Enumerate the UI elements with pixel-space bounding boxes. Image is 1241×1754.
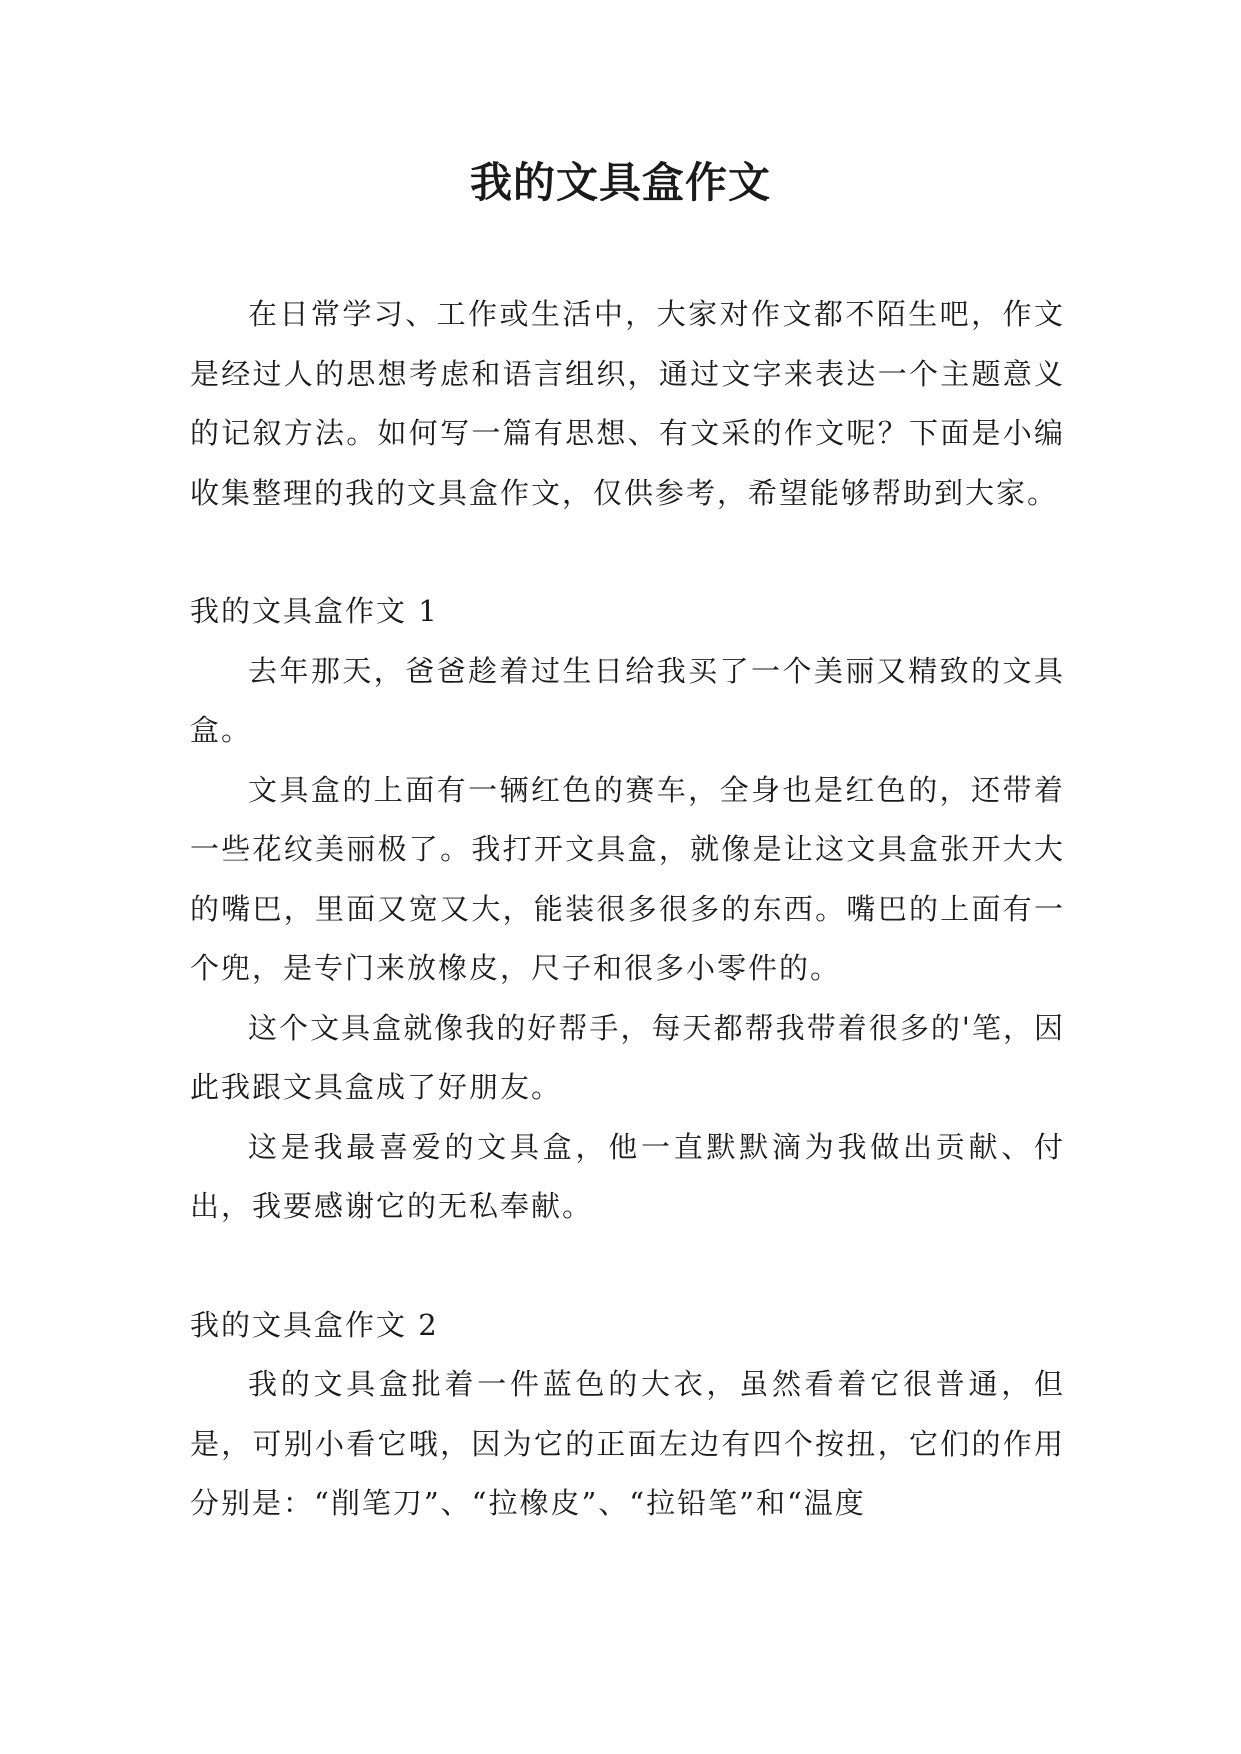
section-heading-1: 我的文具盒作文 1 [190,594,439,628]
section-1-paragraph-2: 文具盒的上面有一辆红色的赛车，全身也是红色的，还带着一些花纹美丽极了。我打开文具盒，就像是让这文具盒张开大大的嘴巴，里面又宽又大，能装很多很多的东西。嘴巴的上面有一个兜，是专门来放橡皮，尺子和很多小零件的。 [190,772,1065,985]
intro-paragraph: 在日常学习、工作或生活中，大家对作文都不陌生吧，作文是经过人的思想考虑和语言组织，通过文字来表达一个主题意义的记叙方法。如何写一篇有思想、有文采的作文呢？下面是小编收集整理的我的文具盒作文，仅供参考，希望能够帮助到大家。 [190,297,1065,510]
section-2-paragraph-1: 我的文具盒批着一件蓝色的大衣，虽然看着它很普通，但是，可别小看它哦，因为它的正面左边有四个按扭，它们的作用分别是：“削笔刀”、“拉橡皮”、“拉铅笔”和“温度 [190,1367,1065,1520]
section-1-paragraph-1: 去年那天，爸爸趁着过生日给我买了一个美丽又精致的文具盒。 [190,653,1065,747]
section-heading-2: 我的文具盒作文 2 [190,1307,439,1342]
document-title: 我的文具盒作文 [469,158,771,207]
section-1-paragraph-3: 这个文具盒就像我的好帮手，每天都帮我带着很多的'笔，因此我跟文具盒成了好朋友。 [190,1010,1065,1104]
document-body [190,285,1065,1534]
section-1-paragraph-4: 这是我最喜爱的文具盒，他一直默默滴为我做出贡献、付出，我要感谢它的无私奉献。 [190,1129,1065,1223]
